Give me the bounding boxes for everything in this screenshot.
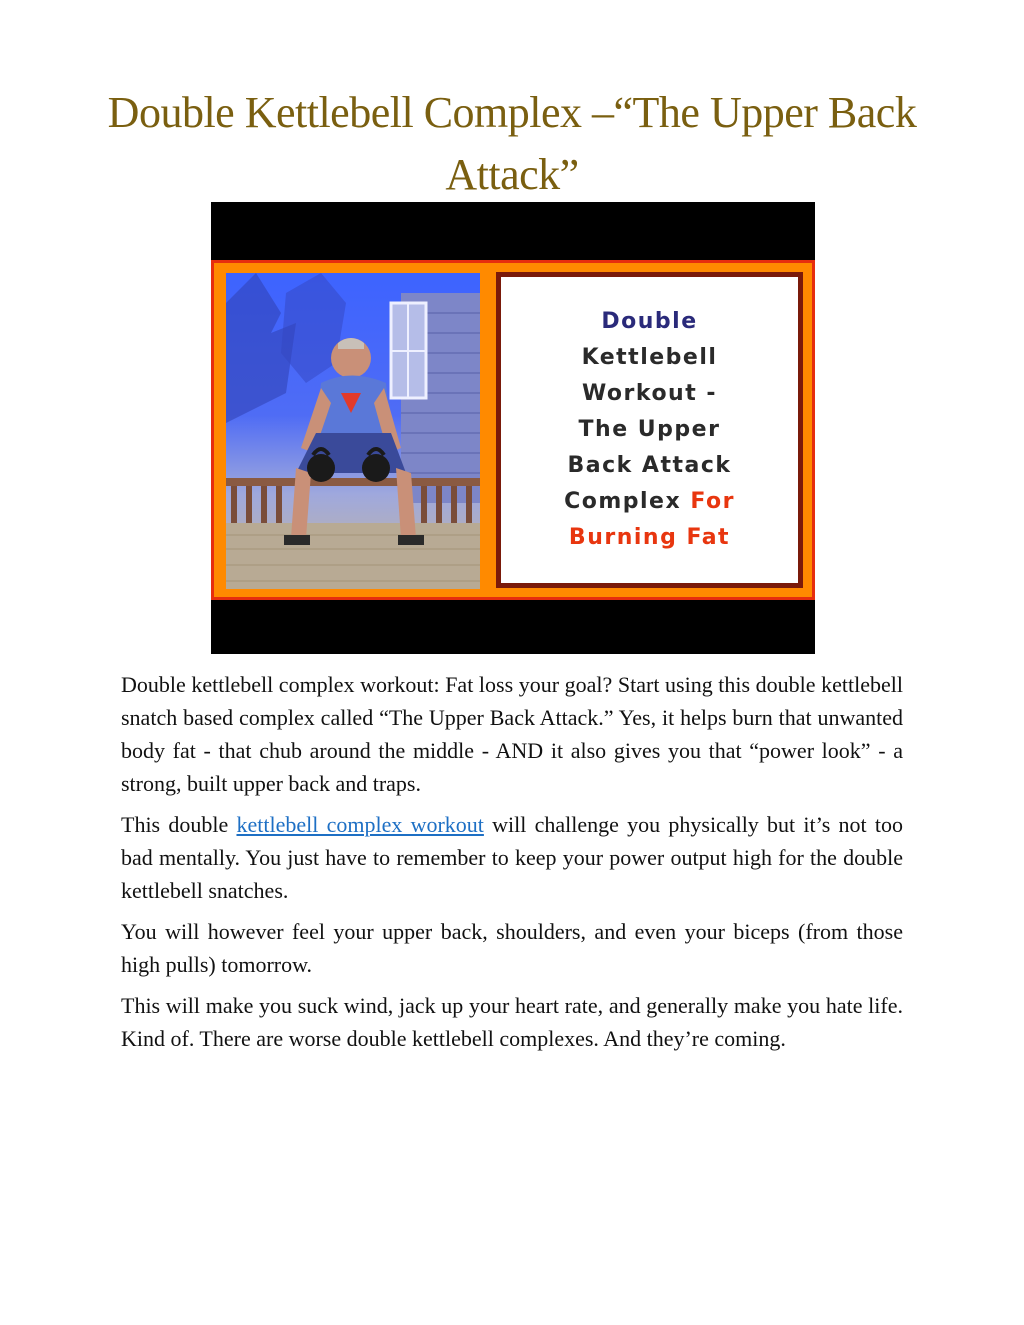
thumbnail-caption-box	[496, 272, 803, 588]
caption-line-6	[564, 484, 735, 520]
caption-line-6a: Complex	[564, 489, 691, 514]
paragraph-challenge	[121, 808, 903, 907]
kettlebell-complex-workout-link[interactable]: kettlebell complex workout	[236, 812, 484, 837]
caption-line-2: Kettlebell	[581, 345, 718, 370]
caption-line-1: Double	[601, 309, 698, 334]
workout-photo	[226, 273, 480, 589]
paragraph-intro: Double kettlebell complex workout: Fat loss your goal? Start using this double kettlebell snatch based complex called “The Upper Back Attack.” Yes, it helps burn that unwanted body fat - that chub around the middle - AND it also gives you that “power look” - a strong, built upper back and traps.	[121, 672, 903, 796]
thumbnail-frame	[211, 260, 815, 600]
paragraph-challenge-after: will challenge you physically but it’s not too bad mentally. You just have to remember to keep your power output high for the double kettlebell snatches.	[121, 812, 904, 903]
article-body	[121, 668, 903, 1063]
paragraph-challenge-before: This double	[121, 812, 237, 837]
page-title: Double Kettlebell Complex –“The Upper Back Attack”	[107, 88, 917, 199]
caption-line-7: Burning Fat	[568, 525, 731, 550]
caption-line-4: The Upper	[578, 417, 721, 442]
paragraph-conclusion: This will make you suck wind, jack up your heart rate, and generally make you hate life. Kind of. There are worse double kettlebell complexes. And they’re coming.	[121, 993, 903, 1051]
caption-line-5: Back Attack	[567, 453, 732, 478]
caption-line-3: Workout -	[581, 381, 718, 406]
paragraph-soreness: You will however feel your upper back, shoulders, and even your biceps (from those high pulls) tomorrow.	[121, 919, 903, 977]
caption-line-6b: For	[690, 489, 735, 514]
video-thumbnail[interactable]	[211, 202, 815, 654]
